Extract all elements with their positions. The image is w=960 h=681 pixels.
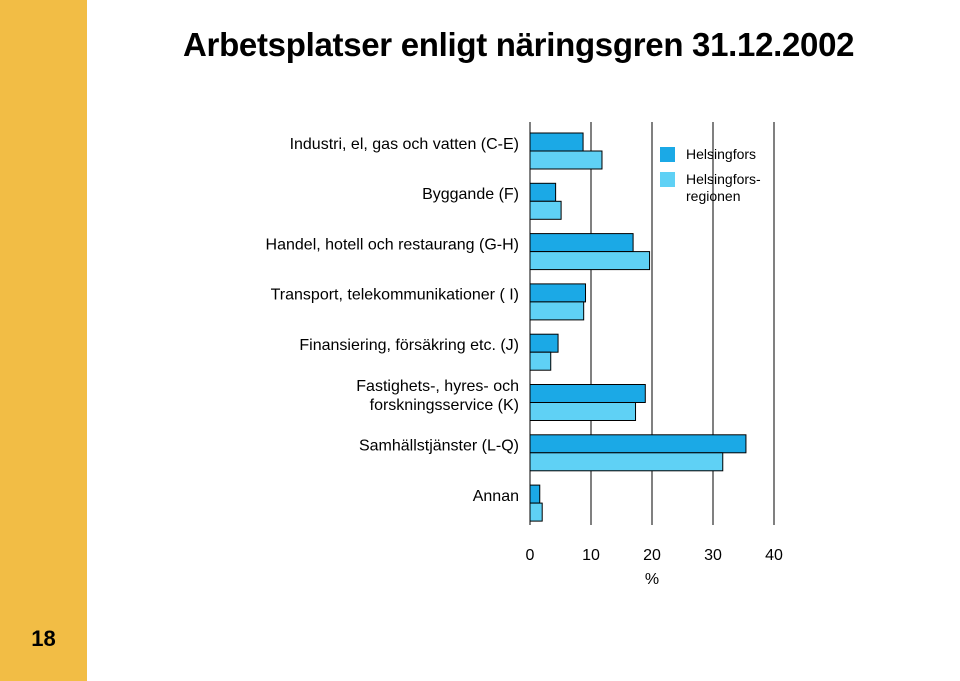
bar-5-0 [530, 385, 645, 403]
category-label-4: Finansiering, försäkring etc. (J) [299, 337, 519, 354]
category-label-6: Samhällstjänster (L-Q) [358, 437, 519, 455]
x-tick-label-1: 10 [582, 547, 600, 564]
legend-swatch-0 [660, 147, 675, 162]
x-tick-label-2: 20 [643, 547, 661, 564]
bar-3-1 [530, 302, 584, 320]
bar-1-0 [530, 183, 556, 201]
bar-6-1 [530, 453, 723, 471]
legend-label-0: Helsingfors [686, 146, 757, 162]
bar-4-1 [530, 352, 551, 370]
category-label-0: Industri, el, gas och vatten (C-E) [289, 135, 519, 153]
bar-0-0 [530, 133, 583, 151]
x-tick-label-0: 0 [525, 547, 535, 564]
chart-title: Arbetsplatser enligt näringsgren 31.12.2002 [183, 26, 855, 63]
bar-2-0 [530, 234, 633, 252]
x-axis-label: % [644, 571, 660, 588]
bar-7-1 [530, 503, 542, 521]
bar-1-1 [530, 201, 561, 219]
bar-2-1 [530, 252, 650, 270]
bar-3-0 [530, 284, 586, 302]
page-number: 18 [31, 626, 56, 651]
bar-5-1 [530, 403, 636, 421]
category-label-7: Annan [472, 487, 519, 505]
bar-4-0 [530, 334, 558, 352]
category-label-3: Transport, telekommunikationer ( I) [270, 286, 519, 304]
category-labels [266, 136, 519, 505]
x-tick-label-4: 40 [765, 547, 783, 564]
bar-7-0 [530, 485, 540, 503]
bar-0-1 [530, 151, 602, 169]
legend [660, 146, 761, 204]
category-label-5: Fastighets-, hyres- och forskningsservice (K) [356, 377, 519, 414]
legend-label-1: Helsingfors-regionen [686, 171, 761, 204]
category-label-1: Byggande (F) [422, 186, 519, 204]
category-label-2: Handel, hotell och restaurang (G-H) [265, 236, 519, 254]
bar-6-0 [530, 435, 746, 453]
x-tick-label-3: 30 [704, 547, 722, 564]
legend-swatch-1 [660, 172, 675, 187]
x-tick-labels [526, 547, 783, 564]
